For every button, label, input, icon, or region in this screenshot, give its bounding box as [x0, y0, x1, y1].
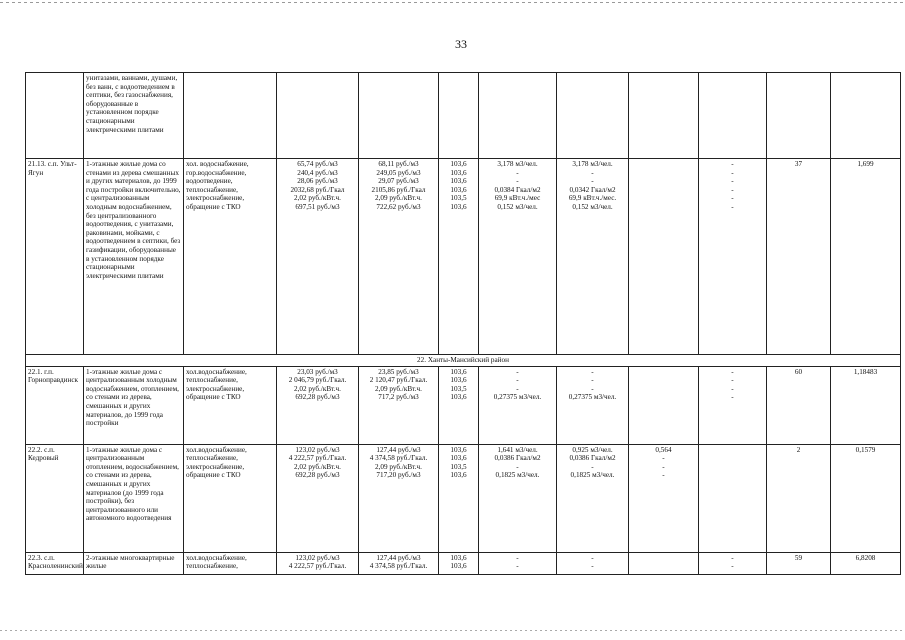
tariff-value: 2032,68 руб./Гкал	[290, 185, 345, 194]
table-row	[26, 366, 901, 444]
norm-value: -	[591, 376, 594, 385]
summary-value: 1,18483	[831, 366, 901, 444]
tariff-value: 123,02 руб./м3	[295, 553, 340, 562]
dash-value: -	[731, 562, 734, 571]
service-item: теплоснабжение,	[186, 185, 238, 194]
region-title: 22. Ханты-Мансийский район	[26, 355, 901, 367]
tariff-value: 2,09 руб./кВт.ч.	[375, 194, 422, 203]
dash-value: -	[731, 194, 734, 203]
summary-value: 37	[767, 159, 831, 355]
index-value: 103,6	[450, 454, 467, 463]
region-header-row	[26, 355, 901, 367]
norm-value: 0,152 м3/чел.	[497, 202, 538, 211]
norm-value: 0,1825 м3/чел.	[495, 471, 540, 480]
extra-value: 0,564	[655, 445, 672, 454]
summary-value: 60	[767, 366, 831, 444]
summary-value: 0,1579	[831, 444, 901, 552]
row-description: 1-этажные жилые дома с централизованным отоплением, водоснабжением, со стенами из дерева, смешанных и других материалов (до 1999 года постройки), без централизованного или автономного водоотведения	[86, 445, 179, 523]
tariff-value: 2105,86 руб./Гкал	[371, 185, 426, 194]
norm-value: 0,925 м3/чел.	[572, 445, 613, 454]
norm-value: -	[516, 376, 519, 385]
norm-value: 0,0386 Гкал/м2	[494, 454, 541, 463]
summary-value: 2	[767, 444, 831, 552]
index-value: 103,5	[450, 384, 467, 393]
tariff-value: 717,20 руб./м3	[376, 471, 421, 480]
tariff-value: 127,44 руб./м3	[376, 445, 421, 454]
norm-value: 69,9 кВт.ч./мес	[494, 194, 541, 203]
row-id	[26, 73, 84, 159]
row-id: 21.13. с.п. Ульт-Ягун	[28, 160, 77, 177]
service-item: хол. водоснабжение,	[186, 160, 249, 168]
service-item: гор.водоснабжение,	[186, 168, 247, 177]
norm-value: 3,178 м3/чел.	[497, 160, 538, 168]
dash-value: -	[731, 367, 734, 376]
dash-value: -	[731, 202, 734, 211]
tariff-value: 697,51 руб./м3	[295, 202, 340, 211]
row-description: унитазами, ваннами, душами, без ванн, с водоотведением в септики, без газоснабжения, оборудованные в установленном порядке стационарными электрическими плитами	[86, 74, 178, 134]
norm-value: 0,27375 м3/чел.	[493, 393, 542, 402]
row-id: 22.2. с.п. Кедровый	[28, 445, 59, 463]
norm-value: 69,9 кВт.ч./мес.	[568, 194, 617, 203]
dash-value: -	[731, 185, 734, 194]
service-item: теплоснабжение,	[186, 376, 238, 385]
tariff-value: 2,09 руб./кВт.ч.	[375, 462, 422, 471]
index-value: 103,6	[450, 562, 467, 571]
tariff-value: 722,62 руб./м3	[376, 202, 421, 211]
tariff-value: 2,02 руб./кВт.ч.	[294, 384, 341, 393]
table-row	[26, 73, 901, 159]
index-value: 103,6	[450, 553, 467, 562]
table-row	[26, 159, 901, 355]
page-number: 33	[455, 37, 467, 51]
summary-value: 59	[767, 552, 831, 574]
row-description: 1-этажные жилые дома с централизованным холодным водоснабжением, отоплением, со стенами из дерева, смешанных и других материалов, до 1999 года постройки	[86, 367, 179, 428]
tariff-value: 23,03 руб./м3	[297, 367, 338, 376]
norm-value: 0,0384 Гкал/м2	[494, 185, 541, 194]
service-item: обращение с ТКО	[186, 393, 241, 402]
tariff-table	[25, 72, 901, 575]
norm-value: -	[591, 168, 594, 177]
dash-value: -	[731, 168, 734, 177]
tariff-value: 2 046,79 руб./Гкал.	[288, 376, 347, 385]
norm-value: -	[516, 367, 519, 376]
tariff-value: 692,28 руб./м3	[295, 393, 340, 402]
scan-edge-bottom	[0, 630, 905, 631]
dash-value: -	[731, 384, 734, 393]
service-item: хол.водоснабжение,	[186, 553, 247, 562]
index-value: 103,6	[450, 445, 467, 454]
extra-value: -	[662, 471, 665, 480]
norm-value: -	[516, 384, 519, 393]
dash-value: -	[731, 393, 734, 402]
service-item: теплоснабжение,	[186, 454, 238, 463]
norm-value: 0,152 м3/чел.	[572, 202, 613, 211]
service-item: водоотведение,	[186, 177, 233, 186]
row-id: 22.3. с.п. Красноленинский	[28, 553, 83, 571]
index-value: 103,6	[450, 376, 467, 385]
norm-value: -	[516, 462, 519, 471]
tariff-value: 692,28 руб./м3	[295, 471, 340, 480]
index-value: 103,6	[450, 367, 467, 376]
tariff-value: 717,2 руб./м3	[378, 393, 419, 402]
norm-value: -	[591, 177, 594, 186]
norm-value: 0,1825 м3/чел.	[570, 471, 615, 480]
summary-value: 6,8208	[831, 552, 901, 574]
index-value: 103,6	[450, 202, 467, 211]
index-value: 103,6	[450, 393, 467, 402]
tariff-value: 2,09 руб./кВт.ч.	[375, 384, 422, 393]
dash-value: -	[731, 160, 734, 168]
index-value: 103,6	[450, 471, 467, 480]
tariff-value: 240,4 руб./м3	[297, 168, 338, 177]
tariff-value: 2,02 руб./кВт.ч.	[294, 462, 341, 471]
index-value: 103,6	[450, 177, 467, 186]
index-value: 103,6	[450, 160, 467, 168]
norm-value: -	[516, 562, 519, 571]
dash-value: -	[731, 553, 734, 562]
row-description: 2-этажные многоквартирные жилые	[86, 553, 175, 571]
norm-value: -	[591, 367, 594, 376]
tariff-value: 28,06 руб./м3	[297, 177, 338, 186]
extra-value: -	[662, 454, 665, 463]
tariff-value: 4 374,58 руб./Гкал.	[369, 454, 428, 463]
tariff-value: 65,74 руб./м3	[297, 160, 338, 168]
service-item: электроснабжение,	[186, 194, 245, 203]
extra-value: -	[662, 462, 665, 471]
summary-value: 1,699	[831, 159, 901, 355]
norm-value: 3,178 м3/чел.	[572, 160, 613, 168]
dash-value: -	[731, 177, 734, 186]
service-item: теплоснабжение,	[186, 562, 238, 571]
tariff-value: 4 374,58 руб./Гкал.	[369, 562, 428, 571]
tariff-value: 2,02 руб./кВт.ч.	[294, 194, 341, 203]
norm-value: -	[591, 553, 594, 562]
row-id: 22.1. г.п. Горноправдинск	[28, 367, 79, 385]
table-row	[26, 444, 901, 552]
norm-value: -	[591, 384, 594, 393]
norm-value: 0,0342 Гкал/м2	[569, 185, 616, 194]
index-value: 103,5	[450, 194, 467, 203]
tariff-value: 249,05 руб./м3	[376, 168, 421, 177]
service-item: обращение с ТКО	[186, 202, 241, 211]
tariff-value: 127,44 руб./м3	[376, 553, 421, 562]
row-description: 1-этажные жилые дома со стенами из дерева смешанных и других материалов, до 1999 года постройки включительно, с централизованным холодным водоснабжением, без централизованного водоотведения, с унитазами, раковинами, мойками, с водоотведением в септики, без газификации, оборудованные в установленном порядке стационарными электрическими плитами	[86, 160, 181, 280]
tariff-value: 4 222,57 руб./Гкал.	[288, 562, 347, 571]
norm-value: 1,641 м3/чел.	[497, 445, 538, 454]
dash-value: -	[731, 376, 734, 385]
service-item: электроснабжение,	[186, 462, 245, 471]
index-value: 103,6	[450, 185, 467, 194]
norm-value: 0,0386 Гкал/м2	[569, 454, 616, 463]
service-item: электроснабжение,	[186, 384, 245, 393]
service-item: хол.водоснабжение,	[186, 367, 247, 376]
index-value: 103,6	[450, 168, 467, 177]
norm-value: -	[516, 553, 519, 562]
norm-value: -	[591, 562, 594, 571]
tariff-value: 29,07 руб./м3	[378, 177, 419, 186]
tariff-value: 123,02 руб./м3	[295, 445, 340, 454]
tariff-value: 68,11 руб./м3	[378, 160, 419, 168]
scan-edge-top	[0, 2, 905, 3]
tariff-value: 4 222,57 руб./Гкал.	[288, 454, 347, 463]
norm-value: -	[591, 462, 594, 471]
service-item: обращение с ТКО	[186, 471, 241, 480]
tariff-value: 23,85 руб./м3	[378, 367, 419, 376]
service-item: хол.водоснабжение,	[186, 445, 247, 454]
norm-value: -	[516, 168, 519, 177]
index-value: 103,5	[450, 462, 467, 471]
norm-value: 0,27375 м3/чел.	[568, 393, 617, 402]
tariff-value: 2 120,47 руб./Гкал.	[369, 376, 428, 385]
norm-value: -	[516, 177, 519, 186]
table-row	[26, 552, 901, 574]
